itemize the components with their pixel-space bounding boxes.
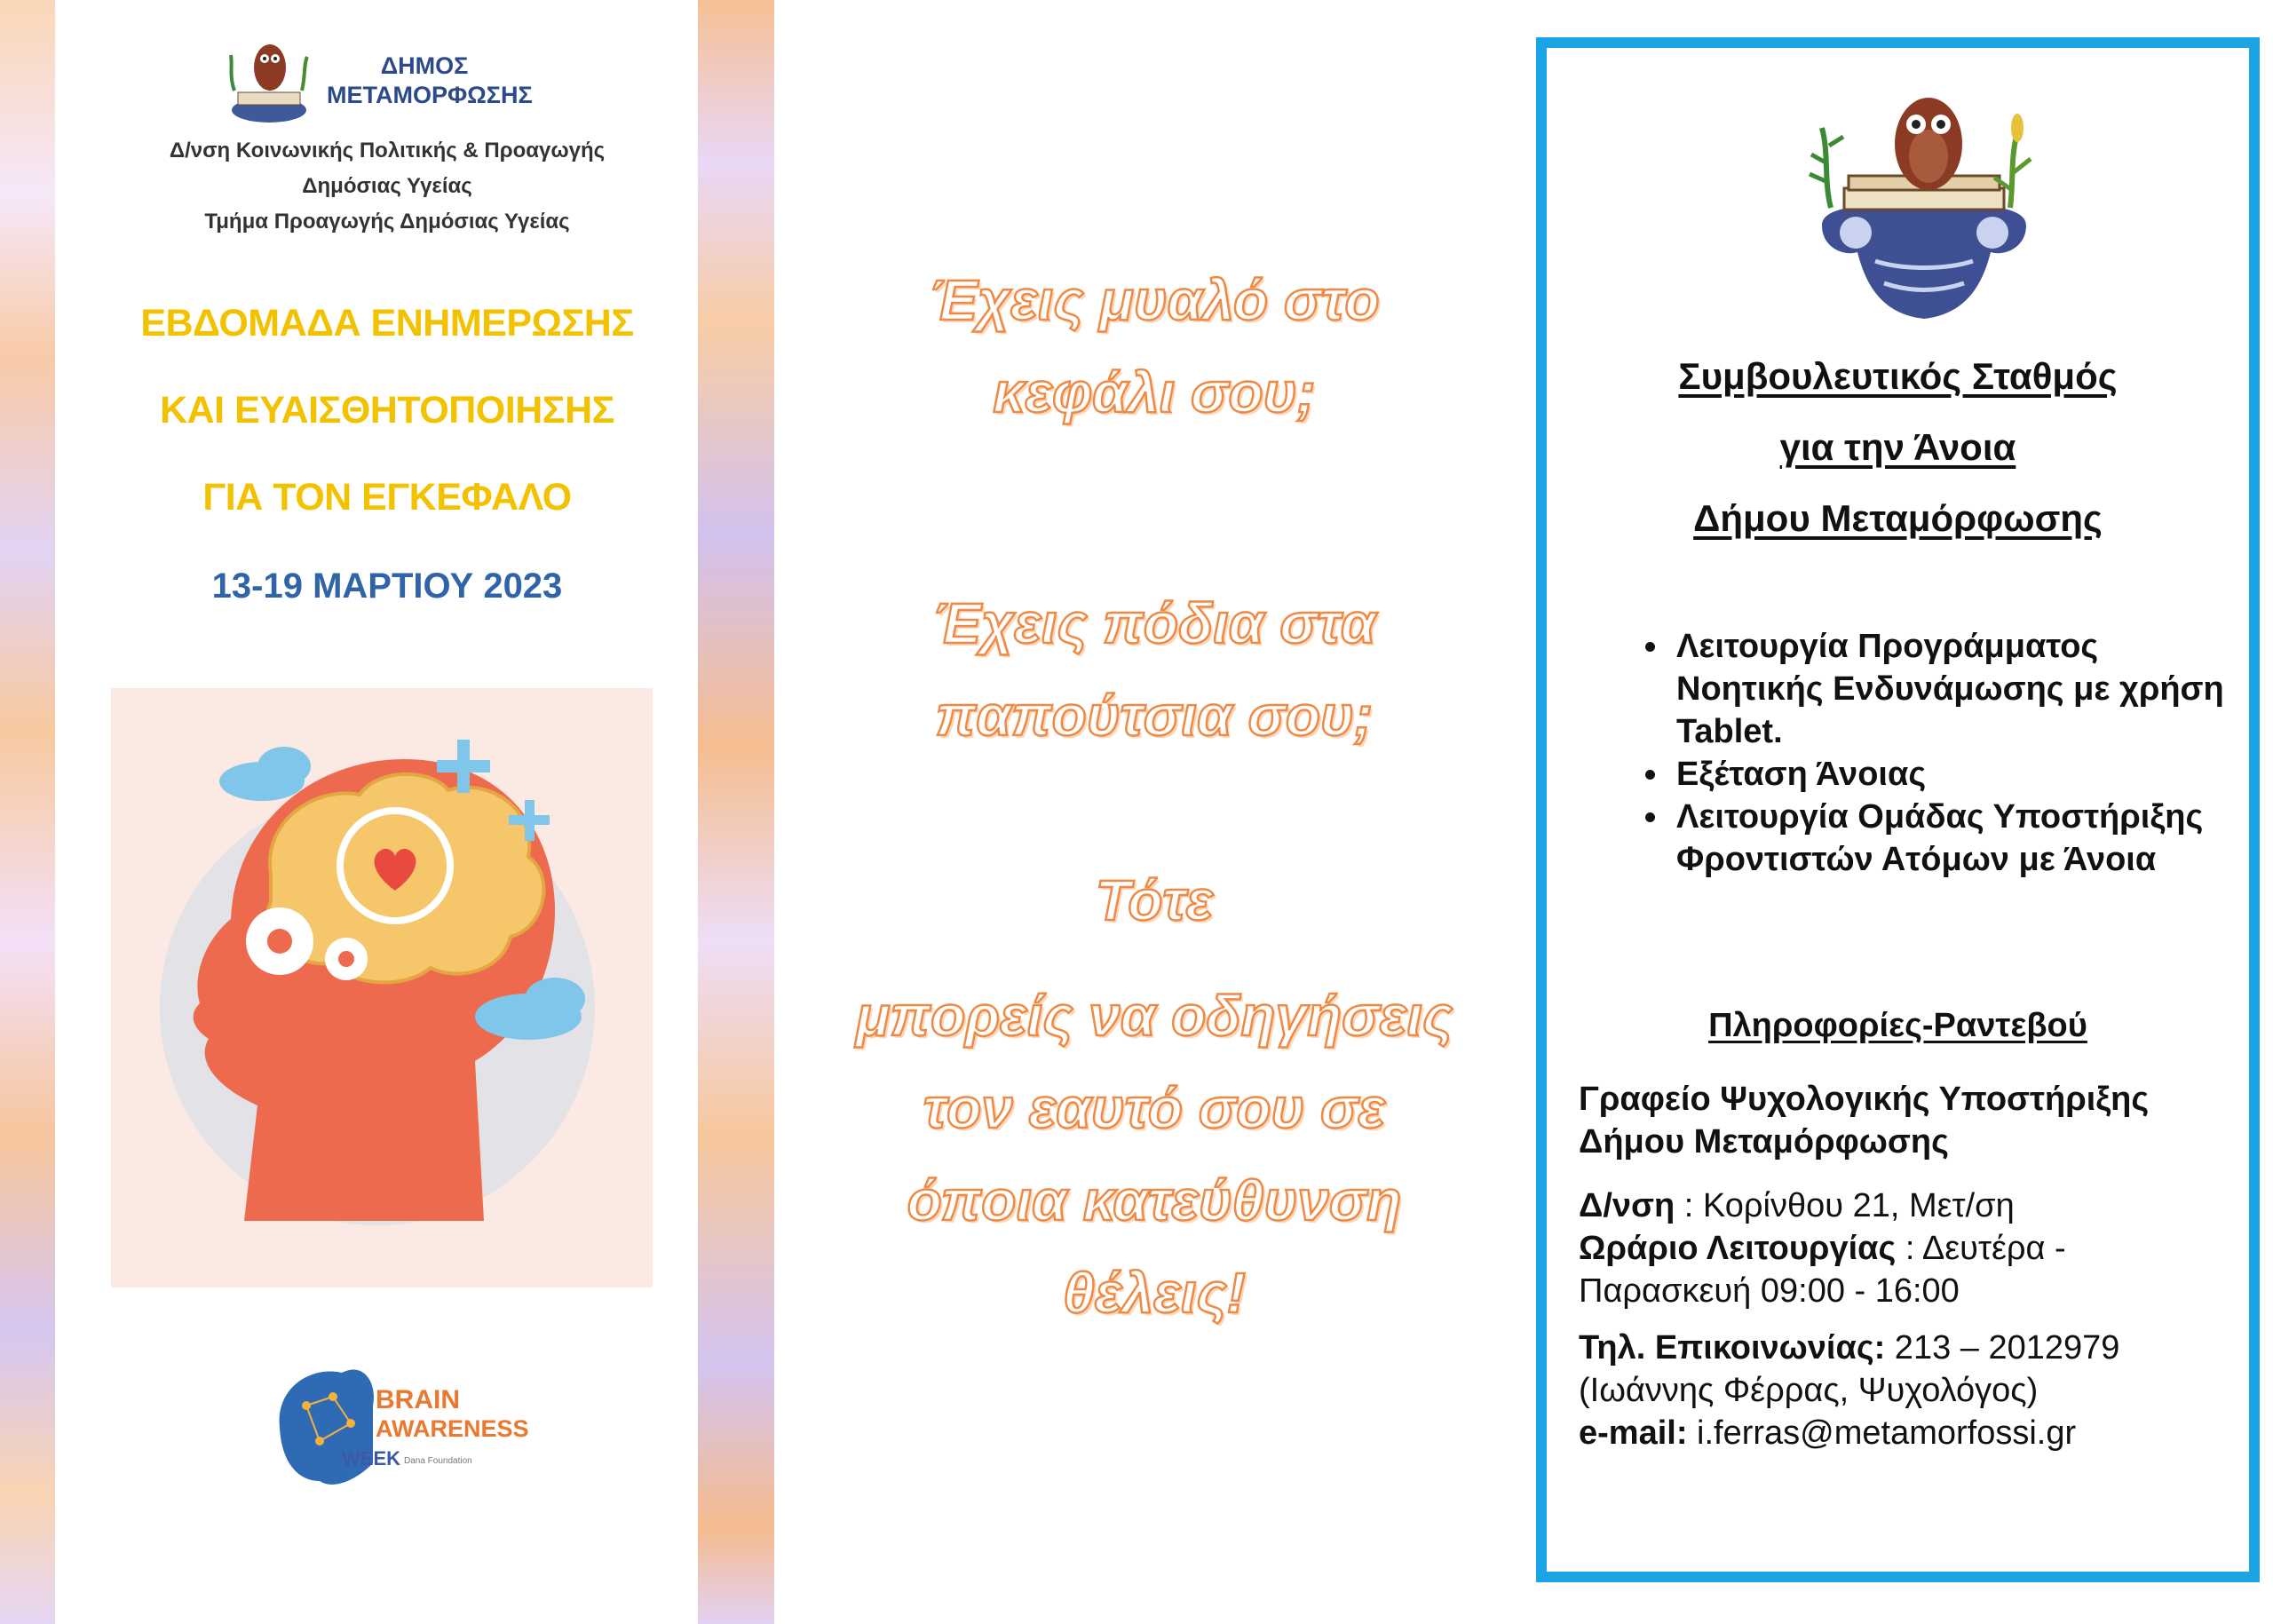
baw-line-3: WEEK [342, 1447, 400, 1470]
phone-label: Τηλ. Επικοινωνίας: [1579, 1329, 1886, 1367]
event-dates: 13-19 ΜΑΡΤΙΟΥ 2023 [211, 566, 563, 606]
phrase-direction-line-4: όποια κατεύθυνση [907, 1168, 1402, 1232]
event-title-line-2: ΚΑΙ ΕΥΑΙΣΘΗΤΟΠΟΙΗΣΗΣ [160, 389, 614, 432]
contact-person: (Ιωάννης Φέρρας, Ψυχολόγος) [1579, 1372, 2039, 1409]
list-item: • Λειτουργία Προγράμματος Νοητικής Ενδυνάμωσης με χρήση Tablet. [1671, 625, 2239, 753]
brain-head-illustration [111, 688, 653, 1287]
title-line-2: για την Άνοια [1779, 426, 2016, 468]
phrase-direction-line-1: Τότε [1095, 868, 1214, 932]
department-text [85, 133, 689, 240]
baw-line-2: AWARENESS [376, 1415, 529, 1442]
baw-line-1: BRAIN [376, 1385, 460, 1414]
address-line [1579, 1184, 2236, 1227]
logo-line-2: ΜΕΤΑΜΟΡΦΩΣΗΣ [327, 82, 533, 108]
dept-line-1: Δ/νση Κοινωνικής Πολιτικής & Προαγωγής [169, 139, 606, 162]
list-item: • Λειτουργία Ομάδας Υποστήριξης Φροντιστών Ατόμων με Άνοια [1671, 796, 2239, 881]
watercolor-border-right [698, 0, 774, 1624]
email-label: e-mail: [1579, 1414, 1688, 1452]
info-heading: Πληροφορίες-Ραντεβού [1708, 1007, 2087, 1044]
phrase-mind-line-2: κεφάλι σου; [993, 360, 1316, 424]
hours-value: : Δευτέρα - Παρασκευή 09:00 - 16:00 [1579, 1230, 2066, 1310]
phone-line [1579, 1327, 2236, 1369]
address-label: Δ/νση [1579, 1187, 1675, 1224]
middle-panel [781, 0, 1527, 1624]
brain-network-icon [271, 1357, 529, 1499]
owl-emblem-icon [220, 32, 318, 128]
head-silhouette-icon [111, 688, 653, 1287]
municipality-name [327, 51, 533, 110]
dept-line-2: Δημόσιας Υγείας [302, 174, 472, 198]
phrase-mind [781, 254, 1527, 439]
list-item: • Εξέταση Άνοιας [1671, 753, 2239, 796]
watercolor-border-left [0, 0, 55, 1624]
office-name: Γραφείο Ψυχολογικής Υποστήριξης Δήμου Μεταμόρφωσης [1579, 1081, 2150, 1161]
brain-awareness-week-logo [271, 1357, 529, 1499]
event-title-line-1: ΕΒΔΟΜΑΔΑ ΕΝΗΜΕΡΩΣΗΣ [140, 302, 634, 345]
email-line [1579, 1412, 2236, 1454]
phrase-direction [781, 854, 1527, 1339]
hours-line [1579, 1227, 2236, 1312]
phrase-shoes [781, 577, 1527, 762]
municipality-logo [220, 32, 549, 130]
event-title [67, 280, 707, 541]
services-list [1627, 625, 2239, 881]
title-line-3: Δήμου Μεταμόρφωσης [1693, 497, 2103, 539]
email-link[interactable]: i.ferras@metamorfossi.gr [1687, 1414, 2077, 1452]
phrase-shoes-line-2: παπούτσια σου; [935, 684, 1374, 748]
title-line-1: Συμβουλευτικός Σταθμός [1678, 355, 2118, 397]
right-panel-frame [1536, 37, 2260, 1582]
counseling-station-title [1547, 341, 2249, 554]
logo-line-1: ΔΗΜΟΣ [380, 52, 469, 79]
event-title-line-3: ΓΙΑ ΤΟΝ ΕΓΚΕΦΑΛΟ [202, 476, 572, 519]
phrase-direction-line-3: τον εαυτό σου σε [923, 1076, 1386, 1140]
phrase-mind-line-1: Έχεις μυαλό στο [929, 268, 1380, 332]
baw-foundation: Dana Foundation [404, 1456, 472, 1466]
phone-value: 213 – 2012979 [1885, 1329, 2120, 1367]
address-value: : Κορίνθου 21, Μετ/ση [1675, 1187, 2015, 1224]
phrase-direction-line-2: μπορείς να οδηγήσεις [855, 984, 1453, 1048]
contact-block [1579, 1327, 2236, 1454]
hours-label: Ωράριο Λειτουργίας [1579, 1230, 1897, 1267]
left-panel [0, 0, 774, 1624]
dept-line-3: Τμήμα Προαγωγής Δημόσιας Υγείας [204, 210, 570, 234]
phrase-direction-line-5: θέλεις! [1063, 1261, 1246, 1325]
phrase-shoes-line-1: Έχεις πόδια στα [932, 591, 1376, 655]
owl-emblem-icon [1804, 92, 2044, 332]
address-hours-block [1579, 1184, 2236, 1312]
